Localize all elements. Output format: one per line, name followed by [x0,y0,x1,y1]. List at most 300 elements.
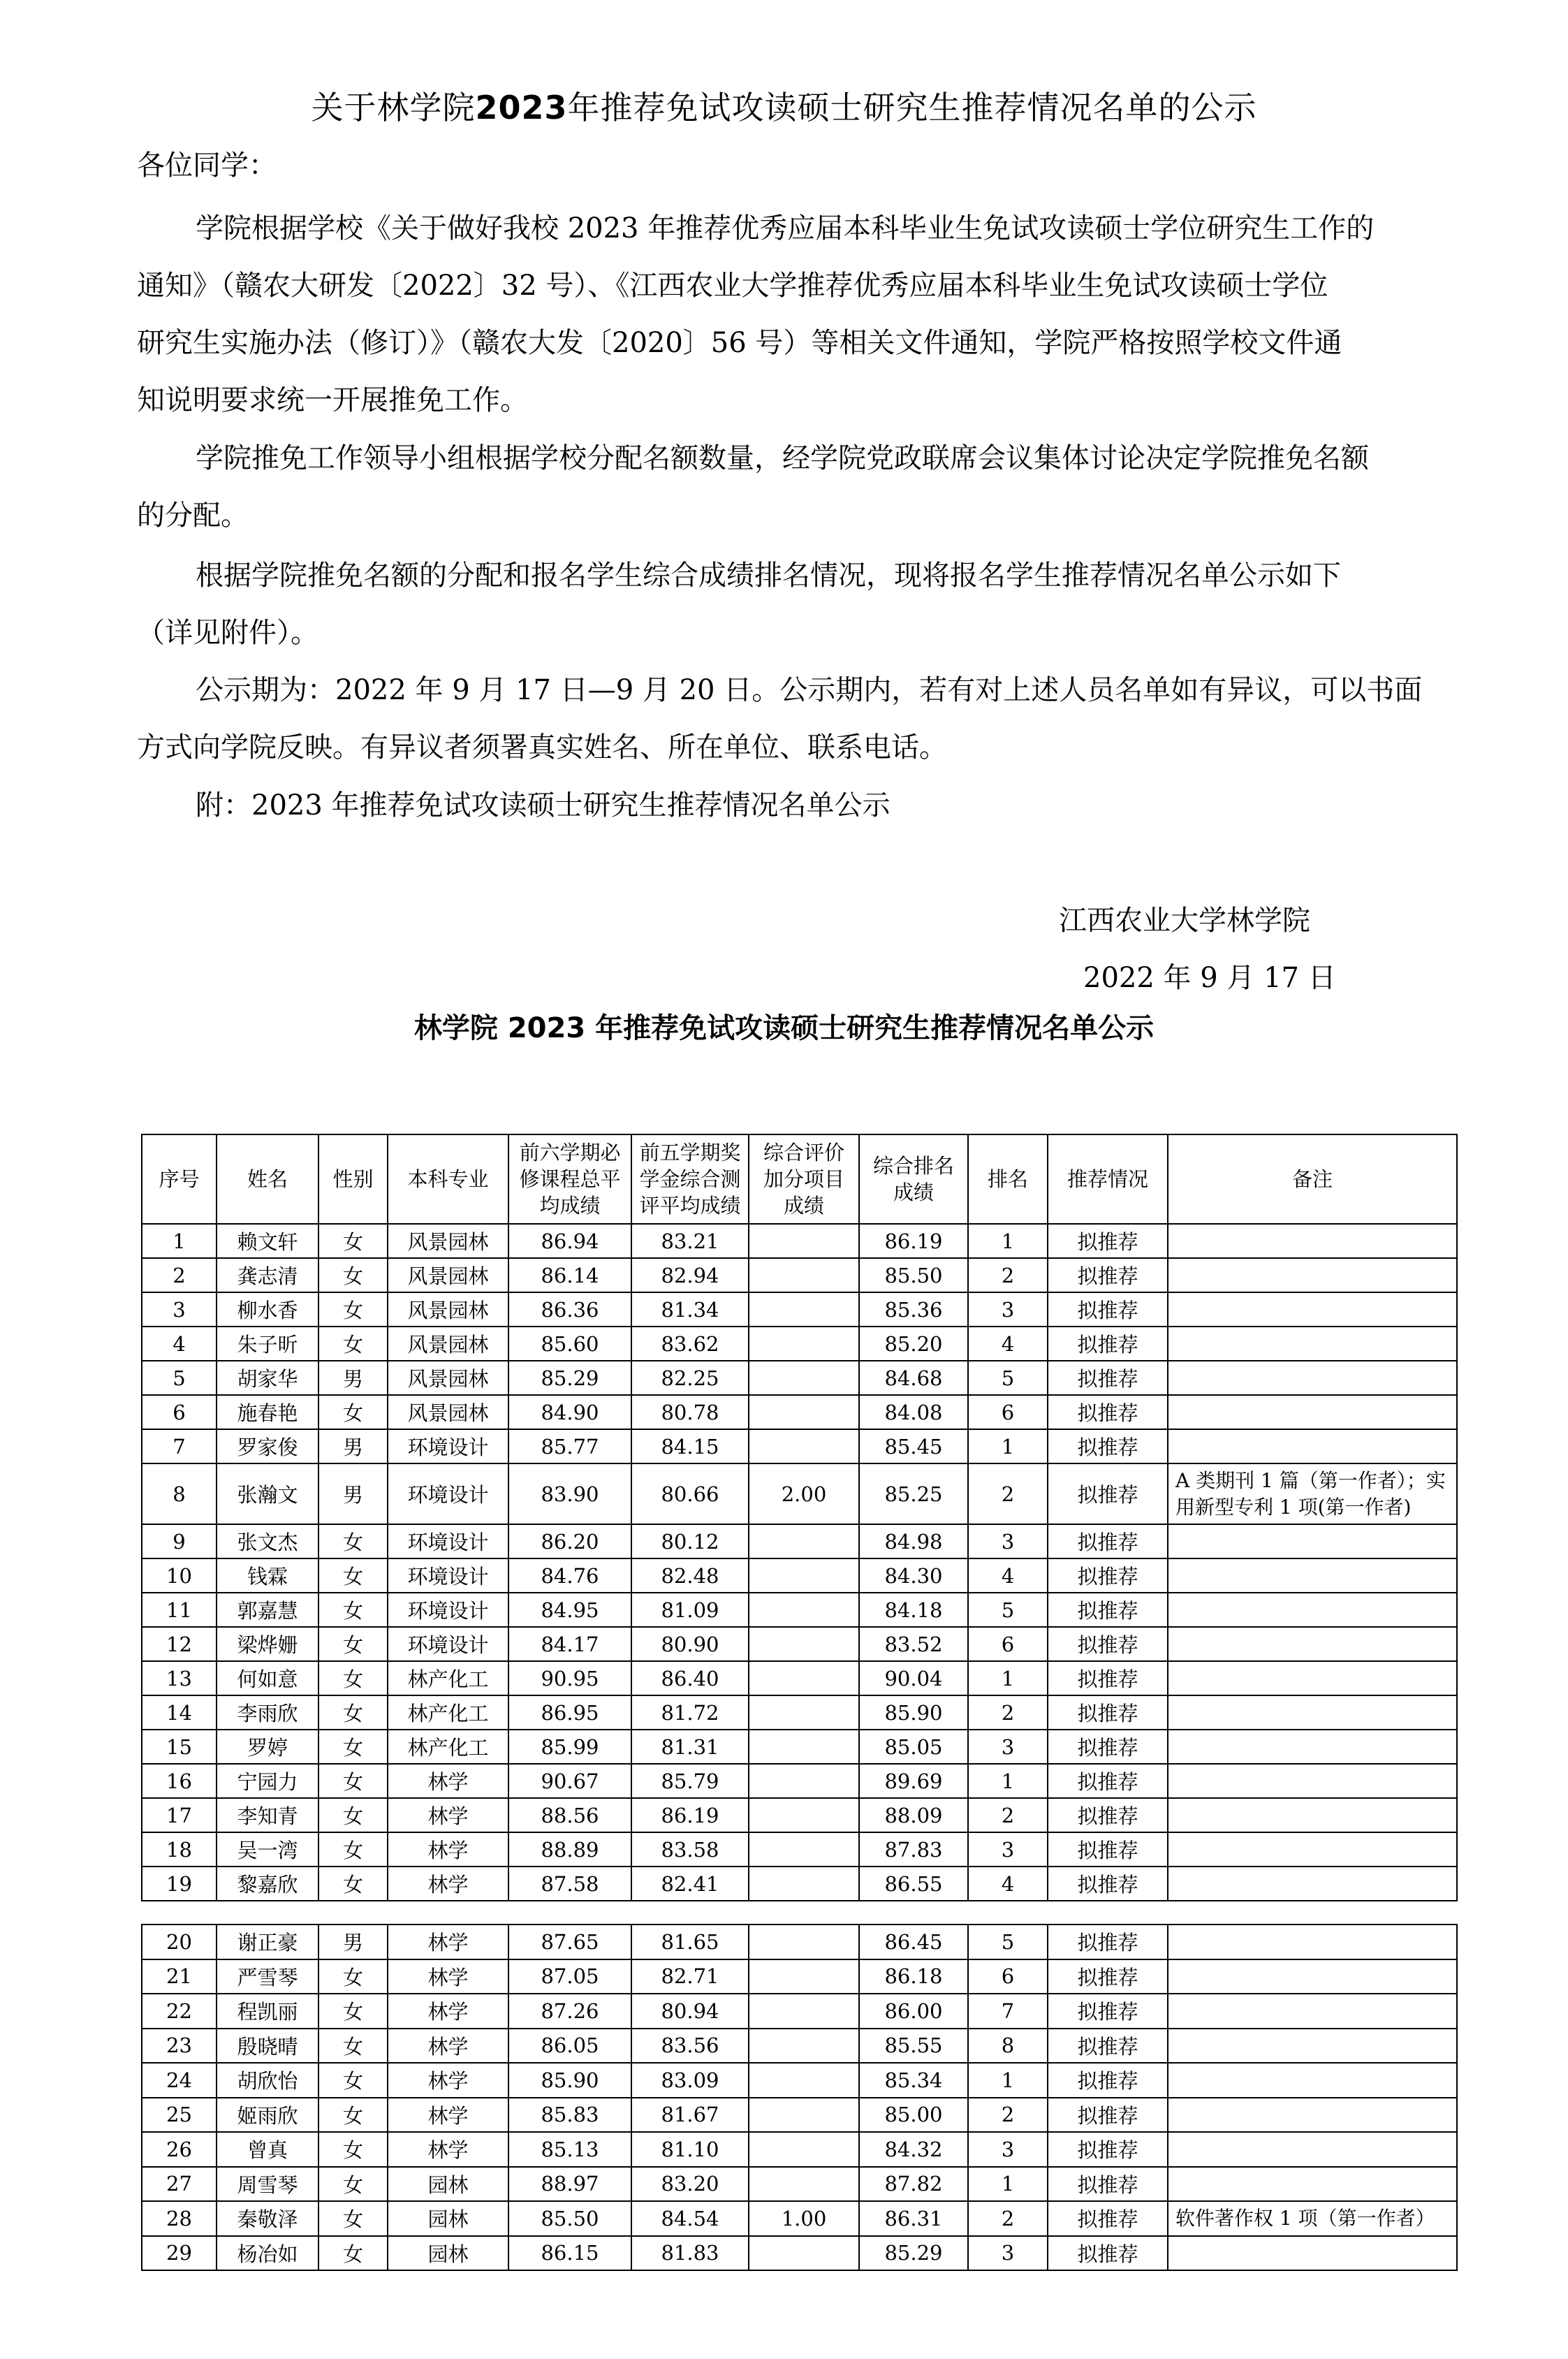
cell-gender: 女 [318,2132,388,2167]
cell-course-avg: 85.13 [508,2132,631,2167]
cell-status: 拟推荐 [1048,1959,1168,1994]
cell-major: 林学 [388,2132,508,2167]
table-row [142,2201,1457,2236]
cell-composite: 86.31 [859,2201,968,2236]
table-row [142,2167,1457,2202]
cell-rank: 5 [968,1925,1048,1959]
cell-no: 3 [142,1292,217,1327]
cell-composite: 85.45 [859,1429,968,1463]
table-row [142,1730,1457,1764]
cell-remark [1168,1764,1457,1798]
table-row [142,1463,1457,1524]
cell-rank: 8 [968,2029,1048,2064]
cell-rank: 4 [968,1327,1048,1361]
cell-remark [1168,1524,1457,1558]
paragraph-line: 学院根据学校《关于做好我校 2023 年推荐优秀应届本科毕业生免试攻读硕士学位研究生工作的 [196,212,1375,244]
cell-no: 5 [142,1361,217,1395]
cell-name: 梁烨姗 [217,1627,318,1661]
header-remark: 备注 [1168,1134,1457,1224]
cell-rank: 5 [968,1593,1048,1627]
cell-status: 拟推荐 [1048,1661,1168,1695]
cell-no: 4 [142,1327,217,1361]
cell-bonus [749,1661,859,1695]
cell-remark [1168,1327,1457,1361]
cell-rank: 7 [968,1994,1048,2029]
cell-no: 1 [142,1224,217,1258]
cell-scholarship-avg: 83.21 [631,1224,749,1258]
table-body-part-1 [142,1224,1457,1901]
cell-major: 环境设计 [388,1593,508,1627]
header-bonus-label: 综合评价加分项目成绩 [763,1141,844,1218]
cell-major: 风景园林 [388,1395,508,1429]
cell-gender: 女 [318,2063,388,2098]
cell-status: 拟推荐 [1048,1327,1168,1361]
notice-title [0,85,1568,130]
cell-no: 25 [142,2098,217,2133]
cell-composite: 83.52 [859,1627,968,1661]
cell-course-avg: 88.56 [508,1798,631,1832]
cell-remark [1168,1593,1457,1627]
cell-remark [1168,1695,1457,1730]
cell-composite: 84.18 [859,1593,968,1627]
cell-status: 拟推荐 [1048,1627,1168,1661]
table-row [142,1524,1457,1558]
cell-rank: 3 [968,1730,1048,1764]
cell-remark [1168,1730,1457,1764]
header-status: 推荐情况 [1048,1134,1168,1224]
cell-bonus: 1.00 [749,2201,859,2236]
cell-bonus [749,2029,859,2064]
cell-no: 28 [142,2201,217,2236]
cell-course-avg: 87.65 [508,1925,631,1959]
cell-composite: 87.82 [859,2167,968,2202]
cell-gender: 女 [318,2029,388,2064]
cell-no: 19 [142,1867,217,1901]
cell-status: 拟推荐 [1048,1224,1168,1258]
cell-scholarship-avg: 80.66 [631,1463,749,1524]
cell-remark [1168,1429,1457,1463]
cell-remark [1168,2063,1457,2098]
paragraph-allocation [137,430,1436,544]
cell-bonus [749,2063,859,2098]
paragraph-publication [137,547,1436,662]
cell-rank: 1 [968,2167,1048,2202]
cell-gender: 女 [318,1224,388,1258]
cell-gender: 女 [318,2167,388,2202]
cell-course-avg: 84.95 [508,1593,631,1627]
cell-composite: 84.98 [859,1524,968,1558]
cell-scholarship-avg: 80.94 [631,1994,749,2029]
cell-rank: 3 [968,2132,1048,2167]
table-row [142,1994,1457,2029]
cell-name: 施春艳 [217,1395,318,1429]
cell-rank: 4 [968,1867,1048,1901]
table-row [142,1764,1457,1798]
cell-status: 拟推荐 [1048,1764,1168,1798]
cell-status: 拟推荐 [1048,1925,1168,1959]
paragraph-line: 通知》（赣农大研发〔2022〕32 号）、《江西农业大学推荐优秀应届本科毕业生免试攻读硕士学位 [137,270,1328,302]
cell-bonus [749,1925,859,1959]
cell-name: 杨冶如 [217,2236,318,2271]
table-row [142,1925,1457,1959]
cell-major: 环境设计 [388,1558,508,1593]
cell-course-avg: 90.95 [508,1661,631,1695]
cell-name: 李知青 [217,1798,318,1832]
cell-bonus [749,1798,859,1832]
cell-bonus: 2.00 [749,1463,859,1524]
cell-course-avg: 85.90 [508,2063,631,2098]
cell-course-avg: 86.95 [508,1695,631,1730]
cell-status: 拟推荐 [1048,2236,1168,2271]
cell-rank: 1 [968,1661,1048,1695]
cell-gender: 男 [318,1463,388,1524]
paragraph-line: 根据学院推免名额的分配和报名学生综合成绩排名情况，现将报名学生推荐情况名单公示如下 [196,560,1341,592]
cell-status: 拟推荐 [1048,2098,1168,2133]
recommendation-table-part-2 [141,1924,1458,2271]
header-major: 本科专业 [388,1134,508,1224]
cell-rank: 2 [968,2098,1048,2133]
cell-composite: 85.20 [859,1327,968,1361]
cell-remark [1168,1867,1457,1901]
cell-gender: 男 [318,1429,388,1463]
cell-bonus [749,1395,859,1429]
cell-major: 林产化工 [388,1695,508,1730]
cell-gender: 女 [318,1524,388,1558]
cell-composite: 85.50 [859,1258,968,1292]
cell-composite: 85.00 [859,2098,968,2133]
cell-status: 拟推荐 [1048,1832,1168,1867]
table-row [142,1832,1457,1867]
cell-rank: 3 [968,1292,1048,1327]
attachment-link: 附：2023 年推荐免试攻读硕士研究生推荐情况名单公示 [196,789,891,821]
cell-status: 拟推荐 [1048,1395,1168,1429]
cell-bonus [749,1832,859,1867]
cell-rank: 2 [968,2201,1048,2236]
paragraph-line: （详见附件）。 [137,617,318,649]
cell-scholarship-avg: 82.71 [631,1959,749,1994]
cell-scholarship-avg: 81.31 [631,1730,749,1764]
header-bonus [749,1134,859,1224]
cell-course-avg: 84.76 [508,1558,631,1593]
cell-status: 拟推荐 [1048,2167,1168,2202]
cell-name: 吴一湾 [217,1832,318,1867]
cell-composite: 84.30 [859,1558,968,1593]
table-row [142,1867,1457,1901]
cell-major: 环境设计 [388,1524,508,1558]
cell-status: 拟推荐 [1048,1292,1168,1327]
cell-name: 姬雨欣 [217,2098,318,2133]
header-composite [859,1134,968,1224]
cell-rank: 3 [968,1832,1048,1867]
cell-scholarship-avg: 83.58 [631,1832,749,1867]
cell-course-avg: 90.67 [508,1764,631,1798]
cell-bonus [749,1224,859,1258]
cell-major: 林学 [388,1867,508,1901]
table-row [142,1695,1457,1730]
cell-composite: 86.55 [859,1867,968,1901]
cell-no: 21 [142,1959,217,1994]
header-composite-label: 综合排名成绩 [872,1154,954,1204]
cell-rank: 1 [968,1429,1048,1463]
cell-composite: 85.36 [859,1292,968,1327]
cell-name: 何如意 [217,1661,318,1695]
cell-bonus [749,1558,859,1593]
cell-name: 曾真 [217,2132,318,2167]
cell-bonus [749,1627,859,1661]
cell-name: 郭嘉慧 [217,1593,318,1627]
cell-major: 林学 [388,1994,508,2029]
cell-rank: 2 [968,1258,1048,1292]
recommendation-table-part-1 [141,1134,1458,1901]
cell-no: 2 [142,1258,217,1292]
cell-bonus [749,1695,859,1730]
cell-major: 环境设计 [388,1627,508,1661]
cell-scholarship-avg: 80.12 [631,1524,749,1558]
cell-gender: 女 [318,1764,388,1798]
cell-bonus [749,1593,859,1627]
cell-status: 拟推荐 [1048,1798,1168,1832]
cell-course-avg: 86.05 [508,2029,631,2064]
cell-name: 胡家华 [217,1361,318,1395]
cell-bonus [749,1524,859,1558]
cell-scholarship-avg: 83.62 [631,1327,749,1361]
cell-course-avg: 86.36 [508,1292,631,1327]
table-row [142,1361,1457,1395]
cell-gender: 女 [318,1395,388,1429]
cell-scholarship-avg: 86.19 [631,1798,749,1832]
cell-bonus [749,1867,859,1901]
cell-composite: 86.00 [859,1994,968,2029]
cell-status: 拟推荐 [1048,2132,1168,2167]
paragraph-line: 的分配。 [137,499,249,532]
paragraph-line: 方式向学院反映。有异议者须署真实姓名、所在单位、联系电话。 [137,731,947,764]
cell-major: 林产化工 [388,1730,508,1764]
cell-major: 林学 [388,1925,508,1959]
cell-remark [1168,1558,1457,1593]
cell-remark [1168,1798,1457,1832]
cell-gender: 女 [318,1593,388,1627]
cell-name: 李雨欣 [217,1695,318,1730]
cell-name: 黎嘉欣 [217,1867,318,1901]
cell-scholarship-avg: 81.65 [631,1925,749,1959]
table-row [142,1224,1457,1258]
cell-name: 宁园力 [217,1764,318,1798]
header-course-avg [508,1134,631,1224]
cell-composite: 90.04 [859,1661,968,1695]
cell-course-avg: 85.77 [508,1429,631,1463]
cell-name: 胡欣怡 [217,2063,318,2098]
cell-no: 7 [142,1429,217,1463]
cell-bonus [749,1361,859,1395]
cell-composite: 87.83 [859,1832,968,1867]
cell-major: 园林 [388,2167,508,2202]
cell-rank: 6 [968,1395,1048,1429]
cell-composite: 85.05 [859,1730,968,1764]
table-row [142,1558,1457,1593]
cell-major: 林学 [388,2029,508,2064]
cell-course-avg: 88.89 [508,1832,631,1867]
header-course-avg-label: 前六学期必修课程总平均成绩 [519,1141,621,1218]
cell-remark [1168,1224,1457,1258]
cell-remark [1168,1994,1457,2029]
cell-status: 拟推荐 [1048,2029,1168,2064]
cell-scholarship-avg: 81.10 [631,2132,749,2167]
cell-remark: 软件著作权 1 项（第一作者） [1168,2201,1457,2236]
cell-remark [1168,2167,1457,2202]
header-name: 姓名 [217,1134,318,1224]
cell-gender: 女 [318,1695,388,1730]
header-no: 序号 [142,1134,217,1224]
cell-major: 风景园林 [388,1258,508,1292]
cell-major: 林产化工 [388,1661,508,1695]
cell-name: 谢正豪 [217,1925,318,1959]
table-row [142,1395,1457,1429]
cell-remark [1168,1361,1457,1395]
cell-scholarship-avg: 81.09 [631,1593,749,1627]
cell-rank: 1 [968,1764,1048,1798]
cell-name: 殷晓晴 [217,2029,318,2064]
cell-gender: 女 [318,1292,388,1327]
table-row [142,2098,1457,2133]
cell-rank: 3 [968,2236,1048,2271]
table-row [142,1593,1457,1627]
cell-rank: 1 [968,2063,1048,2098]
table-header-row [142,1134,1457,1224]
cell-name: 秦敬泽 [217,2201,318,2236]
cell-name: 赖文轩 [217,1224,318,1258]
paragraph-line: 学院推免工作领导小组根据学校分配名额数量，经学院党政联席会议集体讨论决定学院推免名额 [196,442,1369,474]
cell-status: 拟推荐 [1048,1994,1168,2029]
cell-name: 张文杰 [217,1524,318,1558]
cell-major: 园林 [388,2201,508,2236]
cell-no: 29 [142,2236,217,2271]
header-scholarship-avg [631,1134,749,1224]
cell-major: 林学 [388,1764,508,1798]
cell-rank: 6 [968,1627,1048,1661]
paragraph-attachment [137,777,1436,834]
cell-no: 6 [142,1395,217,1429]
cell-rank: 5 [968,1361,1048,1395]
cell-composite: 84.32 [859,2132,968,2167]
cell-gender: 女 [318,1558,388,1593]
cell-remark [1168,2029,1457,2064]
cell-composite: 85.90 [859,1695,968,1730]
cell-scholarship-avg: 80.78 [631,1395,749,1429]
cell-composite: 85.34 [859,2063,968,2098]
attachment-title: 林学院 2023 年推荐免试攻读硕士研究生推荐情况名单公示 [413,1012,1155,1044]
cell-status: 拟推荐 [1048,1730,1168,1764]
cell-major: 林学 [388,1959,508,1994]
cell-name: 柳水香 [217,1292,318,1327]
cell-scholarship-avg: 82.94 [631,1258,749,1292]
cell-scholarship-avg: 86.40 [631,1661,749,1695]
cell-remark [1168,1959,1457,1994]
cell-composite: 85.25 [859,1463,968,1524]
cell-status: 拟推荐 [1048,1463,1168,1524]
cell-major: 环境设计 [388,1429,508,1463]
cell-no: 22 [142,1994,217,2029]
cell-rank: 6 [968,1959,1048,1994]
cell-gender: 女 [318,1959,388,1994]
salutation: 各位同学： [137,149,277,182]
table-row [142,1429,1457,1463]
cell-scholarship-avg: 85.79 [631,1764,749,1798]
cell-composite: 86.45 [859,1925,968,1959]
cell-status: 拟推荐 [1048,1593,1168,1627]
table-row [142,1798,1457,1832]
cell-name: 张瀚文 [217,1463,318,1524]
cell-name: 罗婷 [217,1730,318,1764]
cell-no: 10 [142,1558,217,1593]
cell-name: 龚志清 [217,1258,318,1292]
cell-major: 林学 [388,1798,508,1832]
cell-major: 风景园林 [388,1292,508,1327]
cell-bonus [749,1258,859,1292]
cell-course-avg: 87.58 [508,1867,631,1901]
cell-remark [1168,2132,1457,2167]
cell-major: 园林 [388,2236,508,2271]
cell-major: 环境设计 [388,1463,508,1524]
cell-scholarship-avg: 82.25 [631,1361,749,1395]
cell-status: 拟推荐 [1048,1524,1168,1558]
cell-scholarship-avg: 82.41 [631,1867,749,1901]
paragraph-line: 研究生实施办法（修订）》（赣农大发〔2020〕56 号）等相关文件通知，学院严格按照学校文件通 [137,327,1342,359]
cell-gender: 女 [318,1832,388,1867]
cell-name: 钱霖 [217,1558,318,1593]
cell-no: 26 [142,2132,217,2167]
cell-major: 林学 [388,1832,508,1867]
cell-course-avg: 85.50 [508,2201,631,2236]
cell-composite: 84.08 [859,1395,968,1429]
cell-scholarship-avg: 81.34 [631,1292,749,1327]
cell-no: 12 [142,1627,217,1661]
cell-no: 11 [142,1593,217,1627]
paragraph-basis [137,200,1436,429]
table-row [142,2132,1457,2167]
table-body-part-2 [142,1925,1457,2270]
cell-course-avg: 86.15 [508,2236,631,2271]
cell-course-avg: 85.60 [508,1327,631,1361]
cell-gender: 男 [318,1361,388,1395]
cell-gender: 女 [318,1867,388,1901]
cell-scholarship-avg: 82.48 [631,1558,749,1593]
signature-organization: 江西农业大学林学院 [1059,905,1310,937]
cell-no: 14 [142,1695,217,1730]
cell-status: 拟推荐 [1048,1258,1168,1292]
cell-remark [1168,1258,1457,1292]
cell-course-avg: 85.83 [508,2098,631,2133]
cell-scholarship-avg: 81.83 [631,2236,749,2271]
cell-remark [1168,1395,1457,1429]
cell-bonus [749,1959,859,1994]
table-row [142,2029,1457,2064]
cell-bonus [749,1429,859,1463]
cell-course-avg: 84.90 [508,1395,631,1429]
cell-gender: 女 [318,1258,388,1292]
signature-date: 2022 年 9 月 17 日 [1083,962,1336,994]
cell-bonus [749,1764,859,1798]
cell-no: 9 [142,1524,217,1558]
cell-gender: 女 [318,1627,388,1661]
cell-composite: 88.09 [859,1798,968,1832]
cell-major: 林学 [388,2098,508,2133]
table-row [142,1292,1457,1327]
cell-no: 16 [142,1764,217,1798]
cell-course-avg: 88.97 [508,2167,631,2202]
cell-no: 27 [142,2167,217,2202]
cell-composite: 89.69 [859,1764,968,1798]
cell-course-avg: 84.17 [508,1627,631,1661]
